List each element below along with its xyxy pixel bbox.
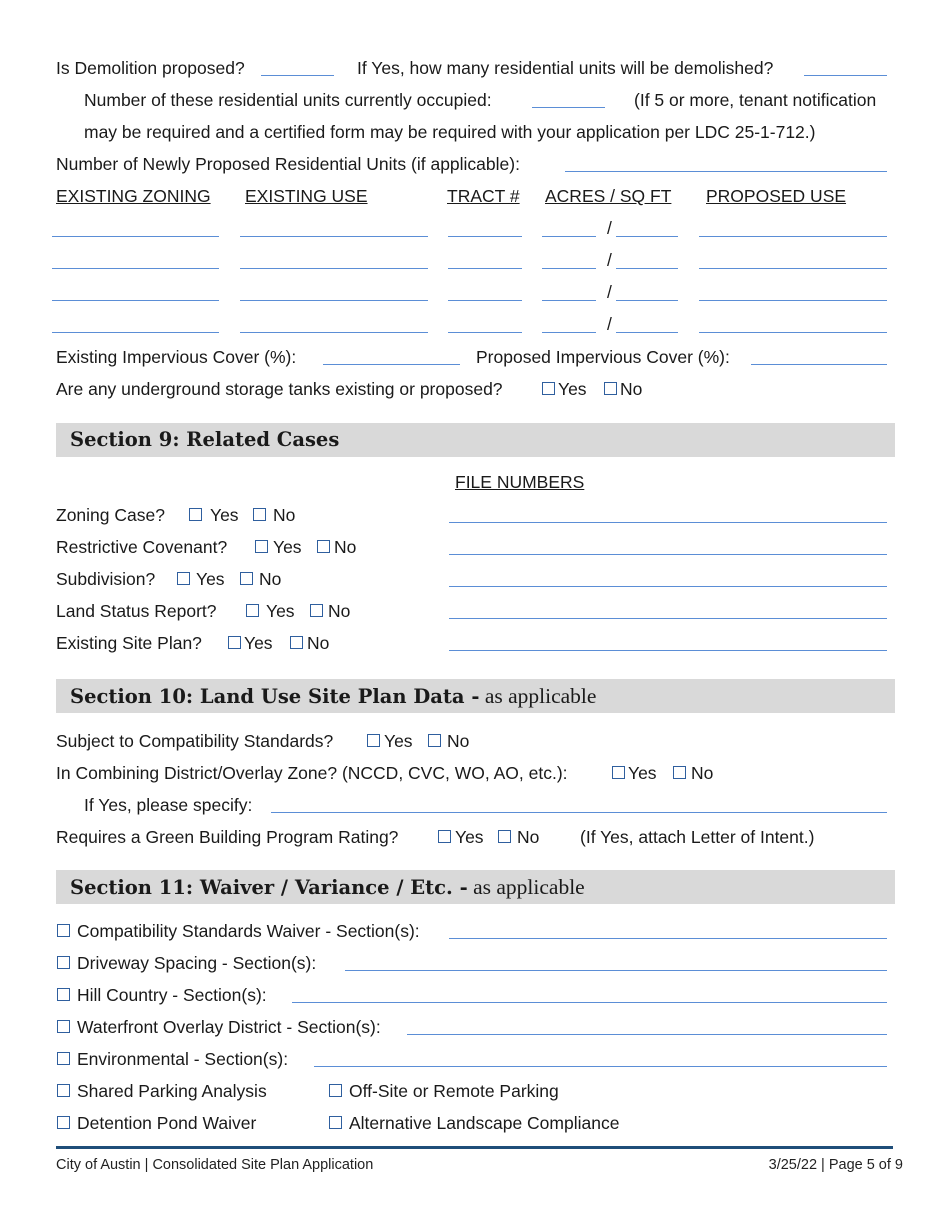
environmental-checkbox[interactable] bbox=[57, 1052, 70, 1065]
land-status-yes-label: Yes bbox=[266, 601, 295, 621]
row1-proposed-field[interactable] bbox=[699, 236, 887, 237]
demolished-units-question: If Yes, how many residential units will be demolished? bbox=[357, 58, 774, 78]
land-status-no-label: No bbox=[328, 601, 351, 621]
detention-pond-checkbox[interactable] bbox=[57, 1116, 70, 1129]
existing-impervious-field[interactable] bbox=[323, 364, 460, 365]
combining-district-yes-checkbox[interactable] bbox=[612, 766, 625, 779]
row4-slash: / bbox=[607, 314, 612, 334]
land-status-label: Land Status Report? bbox=[56, 601, 217, 621]
row2-slash: / bbox=[607, 250, 612, 270]
row4-zoning-field[interactable] bbox=[52, 332, 219, 333]
driveway-spacing-field[interactable] bbox=[345, 970, 887, 971]
section10-header bbox=[56, 679, 895, 713]
tenant-notice-line2: may be required and a certified form may be required with your application per LDC 25-1-712.) bbox=[84, 122, 816, 142]
row2-proposed-field[interactable] bbox=[699, 268, 887, 269]
compatibility-no-label: No bbox=[447, 731, 470, 751]
subdivision-label: Subdivision? bbox=[56, 569, 156, 589]
restrictive-covenant-label: Restrictive Covenant? bbox=[56, 537, 228, 557]
hill-country-checkbox[interactable] bbox=[57, 988, 70, 1001]
combining-district-yes-label: Yes bbox=[628, 763, 657, 783]
zoning-case-yes-label: Yes bbox=[210, 505, 239, 525]
row3-use-field[interactable] bbox=[240, 300, 428, 301]
existing-site-plan-file-field[interactable] bbox=[449, 650, 887, 651]
green-building-no-checkbox[interactable] bbox=[498, 830, 511, 843]
proposed-impervious-label: Proposed Impervious Cover (%): bbox=[476, 347, 730, 367]
land-status-yes-checkbox[interactable] bbox=[246, 604, 259, 617]
combining-district-no-checkbox[interactable] bbox=[673, 766, 686, 779]
green-building-yes-label: Yes bbox=[455, 827, 484, 847]
subdivision-yes-checkbox[interactable] bbox=[177, 572, 190, 585]
row1-zoning-field[interactable] bbox=[52, 236, 219, 237]
row3-acres-field[interactable] bbox=[542, 300, 596, 301]
driveway-spacing-checkbox[interactable] bbox=[57, 956, 70, 969]
occupied-units-label: Number of these residential units currently occupied: bbox=[84, 90, 492, 110]
green-building-no-label: No bbox=[517, 827, 540, 847]
row1-slash: / bbox=[607, 218, 612, 238]
offsite-parking-checkbox[interactable] bbox=[329, 1084, 342, 1097]
zoning-case-no-checkbox[interactable] bbox=[253, 508, 266, 521]
hill-country-label: Hill Country - Section(s): bbox=[77, 985, 267, 1005]
land-status-no-checkbox[interactable] bbox=[310, 604, 323, 617]
file-numbers-header: FILE NUMBERS bbox=[455, 472, 585, 492]
subdivision-yes-label: Yes bbox=[196, 569, 225, 589]
subdivision-no-checkbox[interactable] bbox=[240, 572, 253, 585]
section9-header bbox=[56, 423, 895, 457]
existing-impervious-label: Existing Impervious Cover (%): bbox=[56, 347, 297, 367]
row2-acres-field[interactable] bbox=[542, 268, 596, 269]
footer-left: City of Austin | Consolidated Site Plan Application bbox=[56, 1157, 374, 1173]
section11-title: Section 11: Waiver / Variance / Etc. - bbox=[70, 876, 468, 899]
proposed-impervious-field[interactable] bbox=[751, 364, 887, 365]
land-status-file-field[interactable] bbox=[449, 618, 887, 619]
row1-use-field[interactable] bbox=[240, 236, 428, 237]
restrictive-covenant-file-field[interactable] bbox=[449, 554, 887, 555]
waterfront-overlay-label: Waterfront Overlay District - Section(s): bbox=[77, 1017, 381, 1037]
zoning-case-label: Zoning Case? bbox=[56, 505, 165, 525]
driveway-spacing-label: Driveway Spacing - Section(s): bbox=[77, 953, 317, 973]
green-building-note: (If Yes, attach Letter of Intent.) bbox=[580, 827, 815, 847]
zoning-case-yes-checkbox[interactable] bbox=[189, 508, 202, 521]
section11-header bbox=[56, 870, 895, 904]
environmental-field[interactable] bbox=[314, 1066, 887, 1067]
specify-field[interactable] bbox=[271, 812, 887, 813]
demolished-units-field[interactable] bbox=[804, 75, 887, 76]
row2-tract-field[interactable] bbox=[448, 268, 522, 269]
row4-use-field[interactable] bbox=[240, 332, 428, 333]
subdivision-file-field[interactable] bbox=[449, 586, 887, 587]
green-building-label: Requires a Green Building Program Rating? bbox=[56, 827, 399, 847]
storage-tanks-no-label: No bbox=[620, 379, 643, 399]
detention-pond-label: Detention Pond Waiver bbox=[77, 1113, 257, 1133]
restrictive-covenant-yes-checkbox[interactable] bbox=[255, 540, 268, 553]
existing-site-plan-no-label: No bbox=[307, 633, 330, 653]
storage-tanks-question: Are any underground storage tanks existing or proposed? bbox=[56, 379, 503, 399]
compatibility-yes-checkbox[interactable] bbox=[367, 734, 380, 747]
compatibility-no-checkbox[interactable] bbox=[428, 734, 441, 747]
row4-tract-field[interactable] bbox=[448, 332, 522, 333]
header-tract: TRACT # bbox=[447, 186, 520, 206]
shared-parking-label: Shared Parking Analysis bbox=[77, 1081, 267, 1101]
new-units-field[interactable] bbox=[565, 171, 887, 172]
hill-country-field[interactable] bbox=[292, 1002, 887, 1003]
storage-tanks-no-checkbox[interactable] bbox=[604, 382, 617, 395]
header-existing-zoning: EXISTING ZONING bbox=[56, 186, 211, 206]
section10-suffix: as applicable bbox=[479, 684, 597, 708]
row2-zoning-field[interactable] bbox=[52, 268, 219, 269]
alt-landscape-checkbox[interactable] bbox=[329, 1116, 342, 1129]
compatibility-waiver-label: Compatibility Standards Waiver - Section(s): bbox=[77, 921, 420, 941]
zoning-case-file-field[interactable] bbox=[449, 522, 887, 523]
section10-title: Section 10: Land Use Site Plan Data - bbox=[70, 685, 480, 708]
shared-parking-checkbox[interactable] bbox=[57, 1084, 70, 1097]
row3-zoning-field[interactable] bbox=[52, 300, 219, 301]
row3-slash: / bbox=[607, 282, 612, 302]
compatibility-yes-label: Yes bbox=[384, 731, 413, 751]
combining-district-label: In Combining District/Overlay Zone? (NCCD, CVC, WO, AO, etc.): bbox=[56, 763, 568, 783]
demolition-proposed-field[interactable] bbox=[261, 75, 334, 76]
environmental-label: Environmental - Section(s): bbox=[77, 1049, 289, 1069]
footer-right: 3/25/22 | Page 5 of 9 bbox=[768, 1157, 903, 1173]
storage-tanks-yes-label: Yes bbox=[558, 379, 587, 399]
row3-proposed-field[interactable] bbox=[699, 300, 887, 301]
section9-title: Section 9: Related Cases bbox=[70, 428, 340, 451]
compatibility-waiver-checkbox[interactable] bbox=[57, 924, 70, 937]
header-acres: ACRES / SQ FT bbox=[545, 186, 672, 206]
footer-divider bbox=[56, 1146, 893, 1149]
compatibility-label: Subject to Compatibility Standards? bbox=[56, 731, 334, 751]
existing-site-plan-no-checkbox[interactable] bbox=[290, 636, 303, 649]
storage-tanks-yes-checkbox[interactable] bbox=[542, 382, 555, 395]
section11-suffix: as applicable bbox=[467, 875, 585, 899]
row4-acres-field[interactable] bbox=[542, 332, 596, 333]
existing-site-plan-label: Existing Site Plan? bbox=[56, 633, 202, 653]
row2-sqft-field[interactable] bbox=[616, 268, 678, 269]
restrictive-covenant-yes-label: Yes bbox=[273, 537, 302, 557]
occupied-units-field[interactable] bbox=[532, 107, 605, 108]
row4-proposed-field[interactable] bbox=[699, 332, 887, 333]
row1-acres-field[interactable] bbox=[542, 236, 596, 237]
row3-sqft-field[interactable] bbox=[616, 300, 678, 301]
row4-sqft-field[interactable] bbox=[616, 332, 678, 333]
combining-district-no-label: No bbox=[691, 763, 714, 783]
row3-tract-field[interactable] bbox=[448, 300, 522, 301]
waterfront-overlay-checkbox[interactable] bbox=[57, 1020, 70, 1033]
specify-label: If Yes, please specify: bbox=[84, 795, 253, 815]
existing-site-plan-yes-label: Yes bbox=[244, 633, 273, 653]
compatibility-waiver-field[interactable] bbox=[449, 938, 887, 939]
zoning-case-no-label: No bbox=[273, 505, 296, 525]
header-existing-use: EXISTING USE bbox=[245, 186, 368, 206]
offsite-parking-label: Off-Site or Remote Parking bbox=[349, 1081, 559, 1101]
existing-site-plan-yes-checkbox[interactable] bbox=[228, 636, 241, 649]
green-building-yes-checkbox[interactable] bbox=[438, 830, 451, 843]
new-units-label: Number of Newly Proposed Residential Units (if applicable): bbox=[56, 154, 520, 174]
header-proposed-use: PROPOSED USE bbox=[706, 186, 847, 206]
waterfront-overlay-field[interactable] bbox=[407, 1034, 887, 1035]
subdivision-no-label: No bbox=[259, 569, 282, 589]
alt-landscape-label: Alternative Landscape Compliance bbox=[349, 1113, 620, 1133]
row1-tract-field[interactable] bbox=[448, 236, 522, 237]
restrictive-covenant-no-label: No bbox=[334, 537, 357, 557]
tenant-notice-line1: (If 5 or more, tenant notification bbox=[634, 90, 877, 110]
demolition-question: Is Demolition proposed? bbox=[56, 58, 245, 78]
row1-sqft-field[interactable] bbox=[616, 236, 678, 237]
restrictive-covenant-no-checkbox[interactable] bbox=[317, 540, 330, 553]
row2-use-field[interactable] bbox=[240, 268, 428, 269]
